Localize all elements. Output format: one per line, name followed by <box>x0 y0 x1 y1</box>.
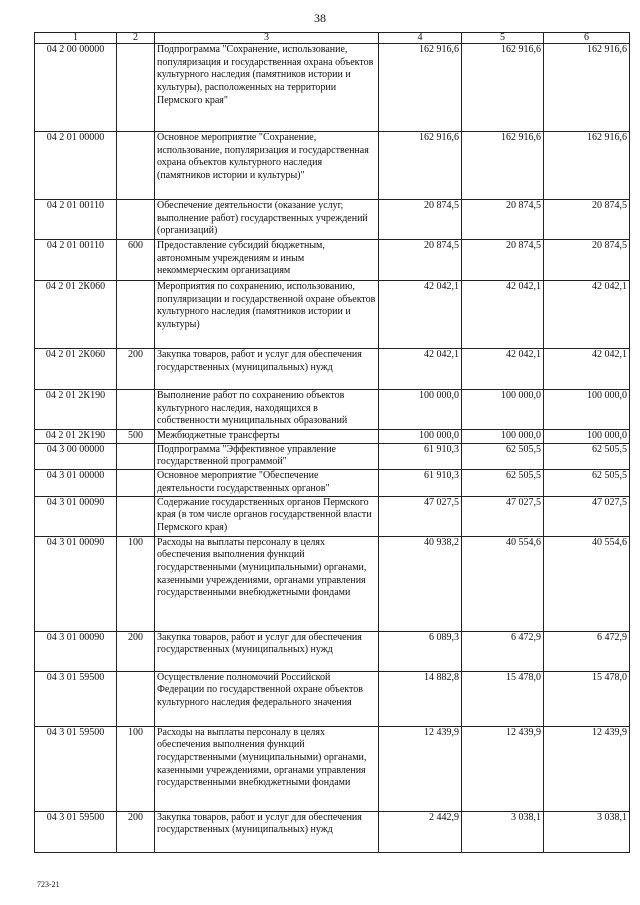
amount-cell: 20 874,5 <box>462 200 544 240</box>
table-row <box>35 240 630 281</box>
expense-type-cell <box>117 470 155 496</box>
expense-type-cell: 200 <box>117 631 155 671</box>
table-header-row <box>35 33 630 44</box>
amount-cell: 12 439,9 <box>462 726 544 811</box>
expense-type-cell <box>117 671 155 726</box>
target-code-cell: 04 2 01 2К190 <box>35 390 117 430</box>
expense-type-cell <box>117 496 155 536</box>
item-name-cell: Основное мероприятие "Сохранение, использование, популяризация и государственная охрана объектов культурного наследия (памятников истории и культуры)" <box>155 132 379 200</box>
target-code-cell: 04 2 00 00000 <box>35 44 117 132</box>
item-name-cell: Основное мероприятие "Обеспечение деятельности государственных органов" <box>155 470 379 496</box>
item-name-cell: Подпрограмма "Сохранение, использование, популяризация и государственная охрана объектов культурного наследия (памятников истории и культуры), расположенных на территории Пермского края" <box>155 44 379 132</box>
table-row <box>35 631 630 671</box>
item-name-cell: Мероприятия по сохранению, использованию, популяризации и государственной охране объектов культурного наследия (памятников истории и культуры) <box>155 281 379 349</box>
target-code-cell: 04 3 01 59500 <box>35 671 117 726</box>
target-code-cell: 04 3 01 59500 <box>35 811 117 852</box>
item-name-cell: Выполнение работ по сохранению объектов культурного наследия, находящихся в собственности муниципальных образований <box>155 390 379 430</box>
expense-type-cell <box>117 200 155 240</box>
amount-cell: 42 042,1 <box>379 349 462 390</box>
amount-cell: 40 938,2 <box>379 536 462 631</box>
budget-table <box>34 32 630 853</box>
expense-type-cell: 500 <box>117 430 155 444</box>
expense-type-cell: 200 <box>117 349 155 390</box>
target-code-cell: 04 3 01 00090 <box>35 536 117 631</box>
column-header: 5 <box>462 33 544 44</box>
table-row <box>35 496 630 536</box>
expense-type-cell <box>117 443 155 469</box>
target-code-cell: 04 3 01 00090 <box>35 496 117 536</box>
item-name-cell: Межбюджетные трансферты <box>155 430 379 444</box>
item-name-cell: Расходы на выплаты персоналу в целях обеспечения выполнения функций государственными (муниципальными) органами, казенными учреждениями, органами управления государственными внебюджетными фондами <box>155 726 379 811</box>
amount-cell: 61 910,3 <box>379 470 462 496</box>
amount-cell: 162 916,6 <box>379 44 462 132</box>
amount-cell: 162 916,6 <box>462 132 544 200</box>
target-code-cell: 04 2 01 00110 <box>35 200 117 240</box>
table-row <box>35 671 630 726</box>
table-row <box>35 390 630 430</box>
amount-cell: 42 042,1 <box>462 349 544 390</box>
expense-type-cell: 100 <box>117 536 155 631</box>
column-header: 4 <box>379 33 462 44</box>
column-header: 1 <box>35 33 117 44</box>
amount-cell: 3 038,1 <box>462 811 544 852</box>
target-code-cell: 04 2 01 2К060 <box>35 281 117 349</box>
expense-type-cell: 100 <box>117 726 155 811</box>
expense-type-cell <box>117 390 155 430</box>
amount-cell: 20 874,5 <box>462 240 544 281</box>
item-name-cell: Содержание государственных органов Пермского края (в том числе органов государственной власти Пермского края) <box>155 496 379 536</box>
table-row <box>35 726 630 811</box>
amount-cell: 47 027,5 <box>379 496 462 536</box>
amount-cell: 62 505,5 <box>462 470 544 496</box>
column-header: 6 <box>544 33 630 44</box>
amount-cell: 162 916,6 <box>544 132 630 200</box>
table-row <box>35 200 630 240</box>
expense-type-cell: 200 <box>117 811 155 852</box>
item-name-cell: Обеспечение деятельности (оказание услуг, выполнение работ) государственных учреждений (организаций) <box>155 200 379 240</box>
table-row <box>35 536 630 631</box>
item-name-cell: Расходы на выплаты персоналу в целях обеспечения выполнения функций государственными (муниципальными) органами, казенными учреждениями, органами управления государственными внебюджетными фондами <box>155 536 379 631</box>
amount-cell: 100 000,0 <box>544 390 630 430</box>
target-code-cell: 04 2 01 00110 <box>35 240 117 281</box>
amount-cell: 100 000,0 <box>379 390 462 430</box>
target-code-cell: 04 3 01 59500 <box>35 726 117 811</box>
column-header: 3 <box>155 33 379 44</box>
amount-cell: 162 916,6 <box>379 132 462 200</box>
amount-cell: 100 000,0 <box>462 430 544 444</box>
amount-cell: 20 874,5 <box>544 200 630 240</box>
amount-cell: 6 089,3 <box>379 631 462 671</box>
amount-cell: 15 478,0 <box>544 671 630 726</box>
target-code-cell: 04 3 01 00000 <box>35 470 117 496</box>
table-row <box>35 44 630 132</box>
target-code-cell: 04 2 01 2К060 <box>35 349 117 390</box>
expense-type-cell: 600 <box>117 240 155 281</box>
item-name-cell: Предоставление субсидий бюджетным, автономным учреждениям и иным некоммерческим организациям <box>155 240 379 281</box>
amount-cell: 40 554,6 <box>544 536 630 631</box>
amount-cell: 100 000,0 <box>462 390 544 430</box>
amount-cell: 47 027,5 <box>544 496 630 536</box>
table-row <box>35 349 630 390</box>
amount-cell: 62 505,5 <box>544 443 630 469</box>
item-name-cell: Закупка товаров, работ и услуг для обеспечения государственных (муниципальных) нужд <box>155 631 379 671</box>
item-name-cell: Закупка товаров, работ и услуг для обеспечения государственных (муниципальных) нужд <box>155 349 379 390</box>
table-row <box>35 443 630 469</box>
table-row <box>35 811 630 852</box>
expense-type-cell <box>117 132 155 200</box>
amount-cell: 6 472,9 <box>544 631 630 671</box>
amount-cell: 162 916,6 <box>544 44 630 132</box>
expense-type-cell <box>117 281 155 349</box>
amount-cell: 42 042,1 <box>544 281 630 349</box>
footer-code: 723-21 <box>37 880 60 889</box>
amount-cell: 61 910,3 <box>379 443 462 469</box>
amount-cell: 100 000,0 <box>544 430 630 444</box>
amount-cell: 12 439,9 <box>379 726 462 811</box>
table-row <box>35 281 630 349</box>
amount-cell: 3 038,1 <box>544 811 630 852</box>
item-name-cell: Закупка товаров, работ и услуг для обеспечения государственных (муниципальных) нужд <box>155 811 379 852</box>
amount-cell: 42 042,1 <box>379 281 462 349</box>
amount-cell: 42 042,1 <box>462 281 544 349</box>
amount-cell: 62 505,5 <box>462 443 544 469</box>
target-code-cell: 04 2 01 2К190 <box>35 430 117 444</box>
amount-cell: 20 874,5 <box>379 240 462 281</box>
column-header: 2 <box>117 33 155 44</box>
table-row <box>35 430 630 444</box>
amount-cell: 20 874,5 <box>544 240 630 281</box>
target-code-cell: 04 3 00 00000 <box>35 443 117 469</box>
page-number: 38 <box>314 11 326 25</box>
amount-cell: 40 554,6 <box>462 536 544 631</box>
table-row <box>35 470 630 496</box>
item-name-cell: Подпрограмма "Эффективное управление государственной программой" <box>155 443 379 469</box>
amount-cell: 62 505,5 <box>544 470 630 496</box>
amount-cell: 100 000,0 <box>379 430 462 444</box>
table-row <box>35 132 630 200</box>
amount-cell: 47 027,5 <box>462 496 544 536</box>
amount-cell: 2 442,9 <box>379 811 462 852</box>
amount-cell: 15 478,0 <box>462 671 544 726</box>
amount-cell: 6 472,9 <box>462 631 544 671</box>
amount-cell: 12 439,9 <box>544 726 630 811</box>
amount-cell: 162 916,6 <box>462 44 544 132</box>
target-code-cell: 04 3 01 00090 <box>35 631 117 671</box>
item-name-cell: Осуществление полномочий Российской Федерации по государственной охране объектов культурного наследия федерального значения <box>155 671 379 726</box>
amount-cell: 14 882,8 <box>379 671 462 726</box>
target-code-cell: 04 2 01 00000 <box>35 132 117 200</box>
expense-type-cell <box>117 44 155 132</box>
amount-cell: 20 874,5 <box>379 200 462 240</box>
amount-cell: 42 042,1 <box>544 349 630 390</box>
